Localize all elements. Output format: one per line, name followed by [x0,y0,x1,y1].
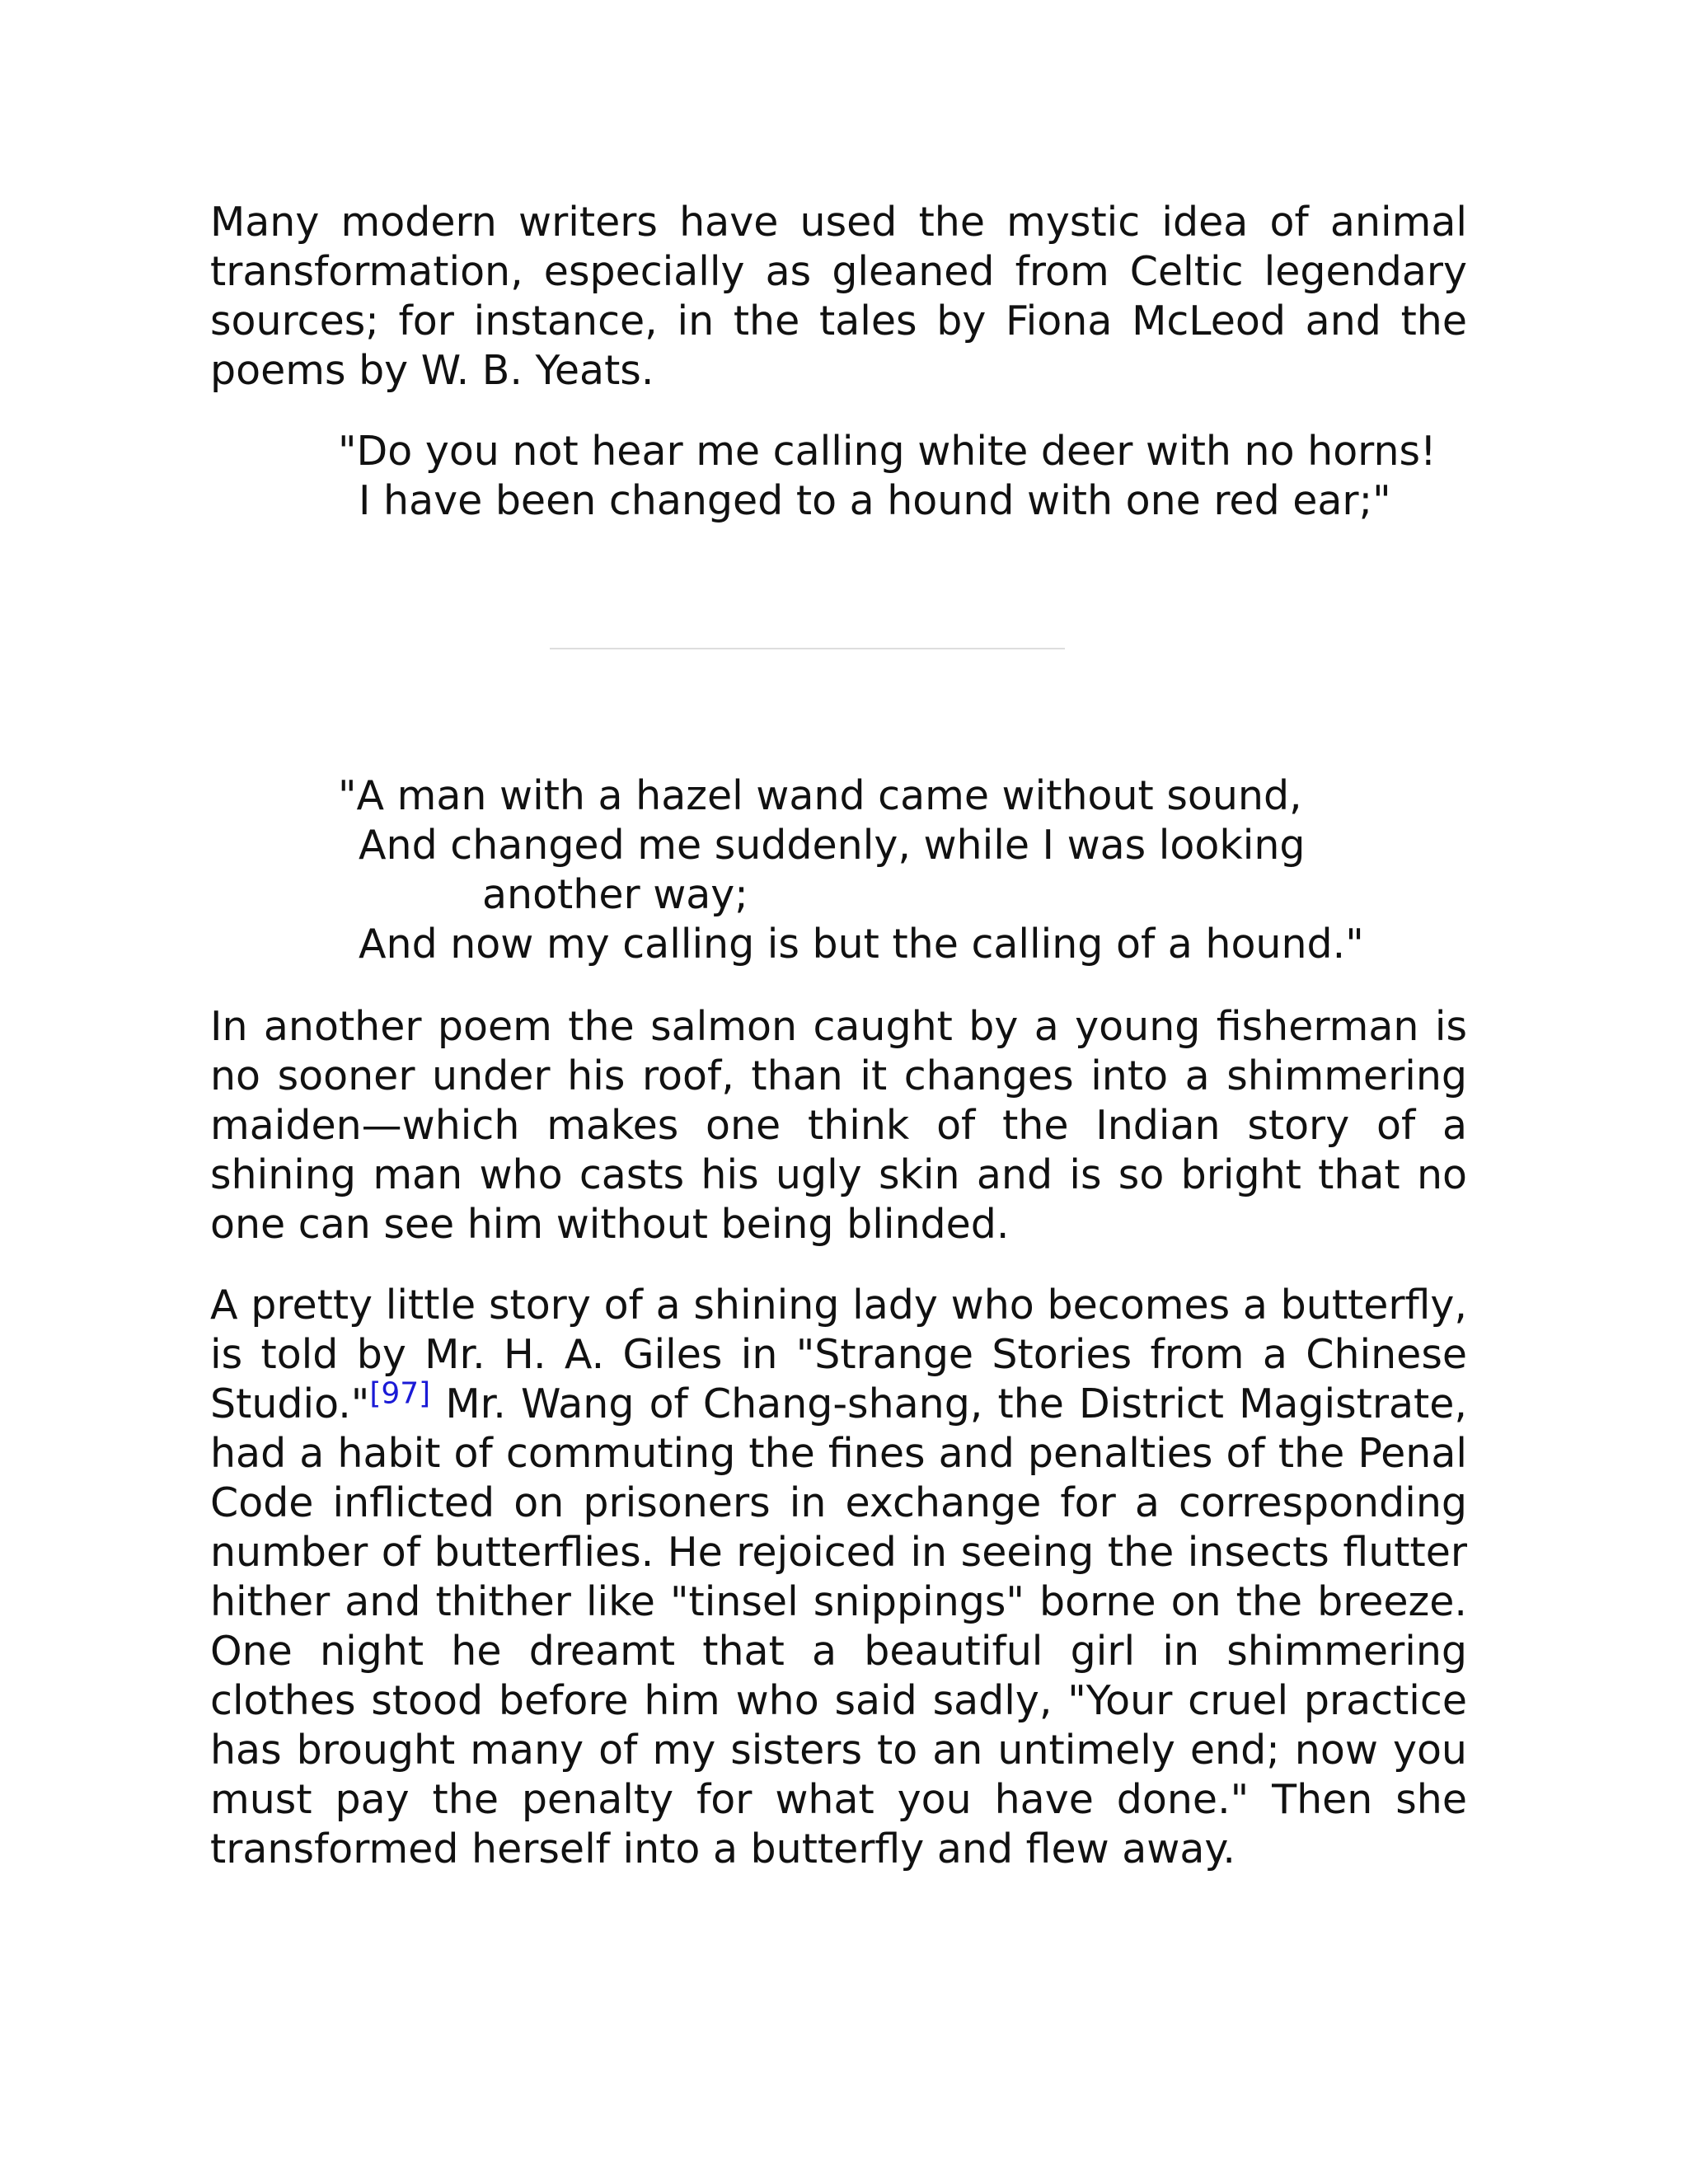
paragraph-butterfly [210,1281,1467,1874]
poem-stanza-2 [338,771,1467,969]
stanza-1-line-2: I have been changed to a hound with one red ear;" [359,477,1391,524]
stanza-1-line-1: "Do you not hear me calling white deer with no horns! [338,428,1437,475]
paragraph-salmon: In another poem the salmon caught by a young fisherman is no sooner under his roof, than it changes into a shimmering maiden—which makes one think of the Indian story of a shining man who casts his ugly skin and is so bright that no one can see him without being blinded. [210,1003,1467,1248]
page-content [210,198,1467,1874]
poem-stanza-1 [338,427,1467,526]
stanza-2-line-1: "A man with a hazel wand came without sound, [338,772,1302,819]
stanza-2-line-4: And now my calling is but the calling of a hound." [359,921,1364,968]
stanza-2-line-2: And changed me suddenly, while I was looking [359,822,1306,869]
footnote-link-97[interactable]: [97] [369,1376,431,1411]
section-divider [550,648,1065,649]
butterfly-text-after: Mr. Wang of Chang-shang, the District Magistrate, had a habit of commuting the fines and penalties of the Penal Code inflicted on prisoners in exchange for a corresponding number of butterflies. He rejoiced in seeing the insects flutter hither and thither like "tinsel snippings" borne on the breeze. One night he dreamt that a beautiful girl in shimmering clothes stood before him who said sadly, "Your cruel practice has brought many of my sisters to an untimely end; now you must pay the penalty for what you have done." Then she transformed herself into a butterfly and flew away. [210,1380,1467,1872]
butterfly-text-before: A pretty little story of a shining lady who becomes a butterfly, is told by Mr. H. A. Giles in "Strange Stories from a Chinese Studio." [210,1282,1467,1427]
stanza-2-line-3: another way; [482,871,748,918]
paragraph-intro: Many modern writers have used the mystic idea of animal transformation, especially as gleaned from Celtic legendary sources; for instance, in the tales by Fiona McLeod and the poems by W. B. Yeats. [210,199,1467,394]
